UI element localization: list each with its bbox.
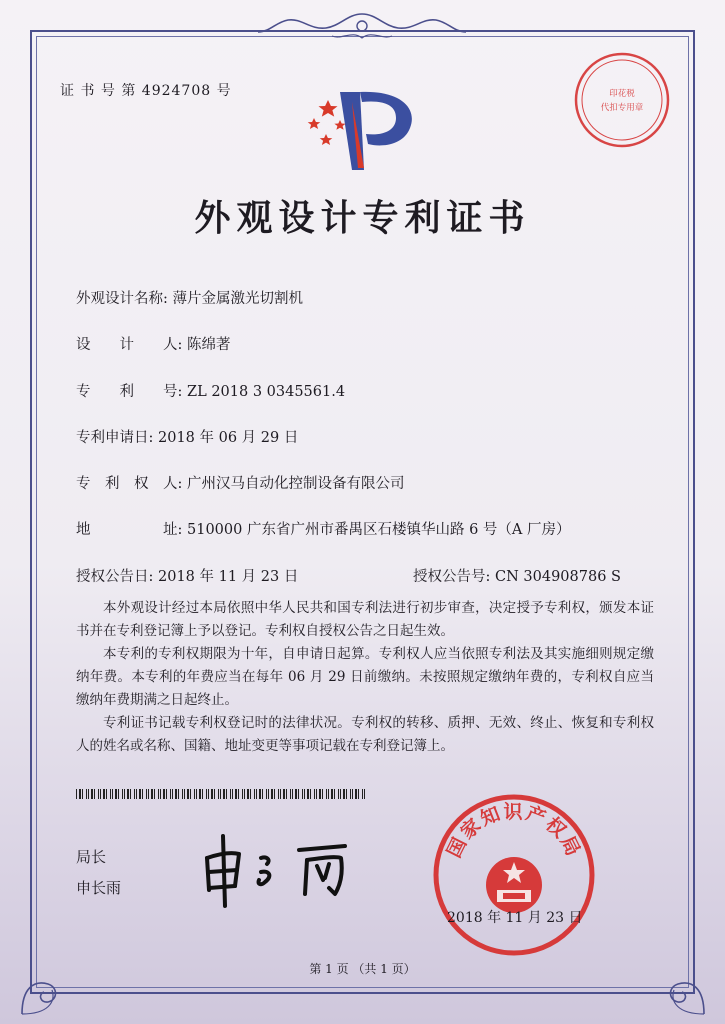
field-grant-pub-no-value: CN 304908786 S (495, 569, 621, 585)
body-text (76, 597, 654, 758)
field-address-value: 510000 广东省广州市番禺区石楼镇华山路 6 号（A 厂房） (187, 522, 571, 538)
field-patentee (76, 472, 405, 493)
tax-stamp-center-text: 印花税 (609, 89, 635, 99)
field-grant-date-label: 授权公告日: (76, 569, 154, 585)
field-grant-pub-no (413, 565, 621, 586)
field-address (76, 518, 570, 539)
tax-stamp (572, 50, 672, 150)
body-paragraph-3: 专利证书记载专利权登记时的法律状况。专利权的转移、质押、无效、终止、恢复和专利权人的姓名或名称、国籍、地址变更等事项记载在专利登记簿上。 (76, 715, 654, 754)
seal-date: 2018 年 11 月 23 日 (447, 910, 583, 926)
handwritten-signature (195, 828, 365, 908)
field-filing-date-value: 2018 年 06 月 29 日 (158, 430, 299, 446)
field-patentee-label: 专 利 权 人: (76, 476, 183, 492)
field-design-name (76, 287, 303, 308)
field-patent-no (76, 380, 345, 401)
signatory-name: 申长雨 (76, 879, 122, 897)
official-seal (429, 790, 599, 960)
certificate-number: 证 书 号 第 4924708 号 (60, 83, 232, 99)
body-paragraph-1: 本外观设计经过本局依照中华人民共和国专利法进行初步审查，决定授予专利权，颁发本证书并在专利登记簿上予以登记。专利权自授权公告之日起生效。 (76, 600, 654, 639)
field-designer (76, 333, 231, 354)
signatory-title: 局长 (76, 848, 107, 866)
seal-arc-text: 国家知识产权局 (443, 801, 585, 862)
field-design-name-value: 薄片金属激光切割机 (172, 291, 303, 307)
page-footer: 第 1 页 （共 1 页） (309, 962, 416, 976)
field-patent-no-value: ZL 2018 3 0345561.4 (187, 384, 346, 400)
barcode (76, 789, 366, 799)
field-patentee-value: 广州汉马自动化控制设备有限公司 (187, 476, 405, 492)
field-address-label: 地 址: (76, 522, 183, 538)
field-grant-date-value: 2018 年 11 月 23 日 (158, 569, 299, 585)
body-paragraph-2: 本专利的专利权期限为十年，自申请日起算。专利权人应当依照专利法及其实施细则规定缴纳年费。本专利的年费应当在每年 06 月 29 日前缴纳。未按照规定缴纳年费的，专利权自应当缴纳年费期满之日起终止。 (76, 646, 654, 708)
field-designer-value: 陈绵著 (187, 337, 231, 353)
field-grant-pub-no-label: 授权公告号: (413, 569, 491, 585)
top-ornament (240, 10, 485, 44)
field-filing-date (76, 426, 298, 447)
patent-office-logo (300, 82, 420, 174)
field-designer-label: 设 计 人: (76, 337, 183, 353)
tax-stamp-center-text-2: 代扣专用章 (600, 103, 644, 113)
field-patent-no-label: 专 利 号: (76, 384, 183, 400)
document-title: 外观设计专利证书 (194, 197, 531, 239)
field-design-name-label: 外观设计名称: (76, 291, 168, 307)
field-filing-date-label: 专利申请日: (76, 430, 154, 446)
field-grant-date (76, 565, 298, 586)
